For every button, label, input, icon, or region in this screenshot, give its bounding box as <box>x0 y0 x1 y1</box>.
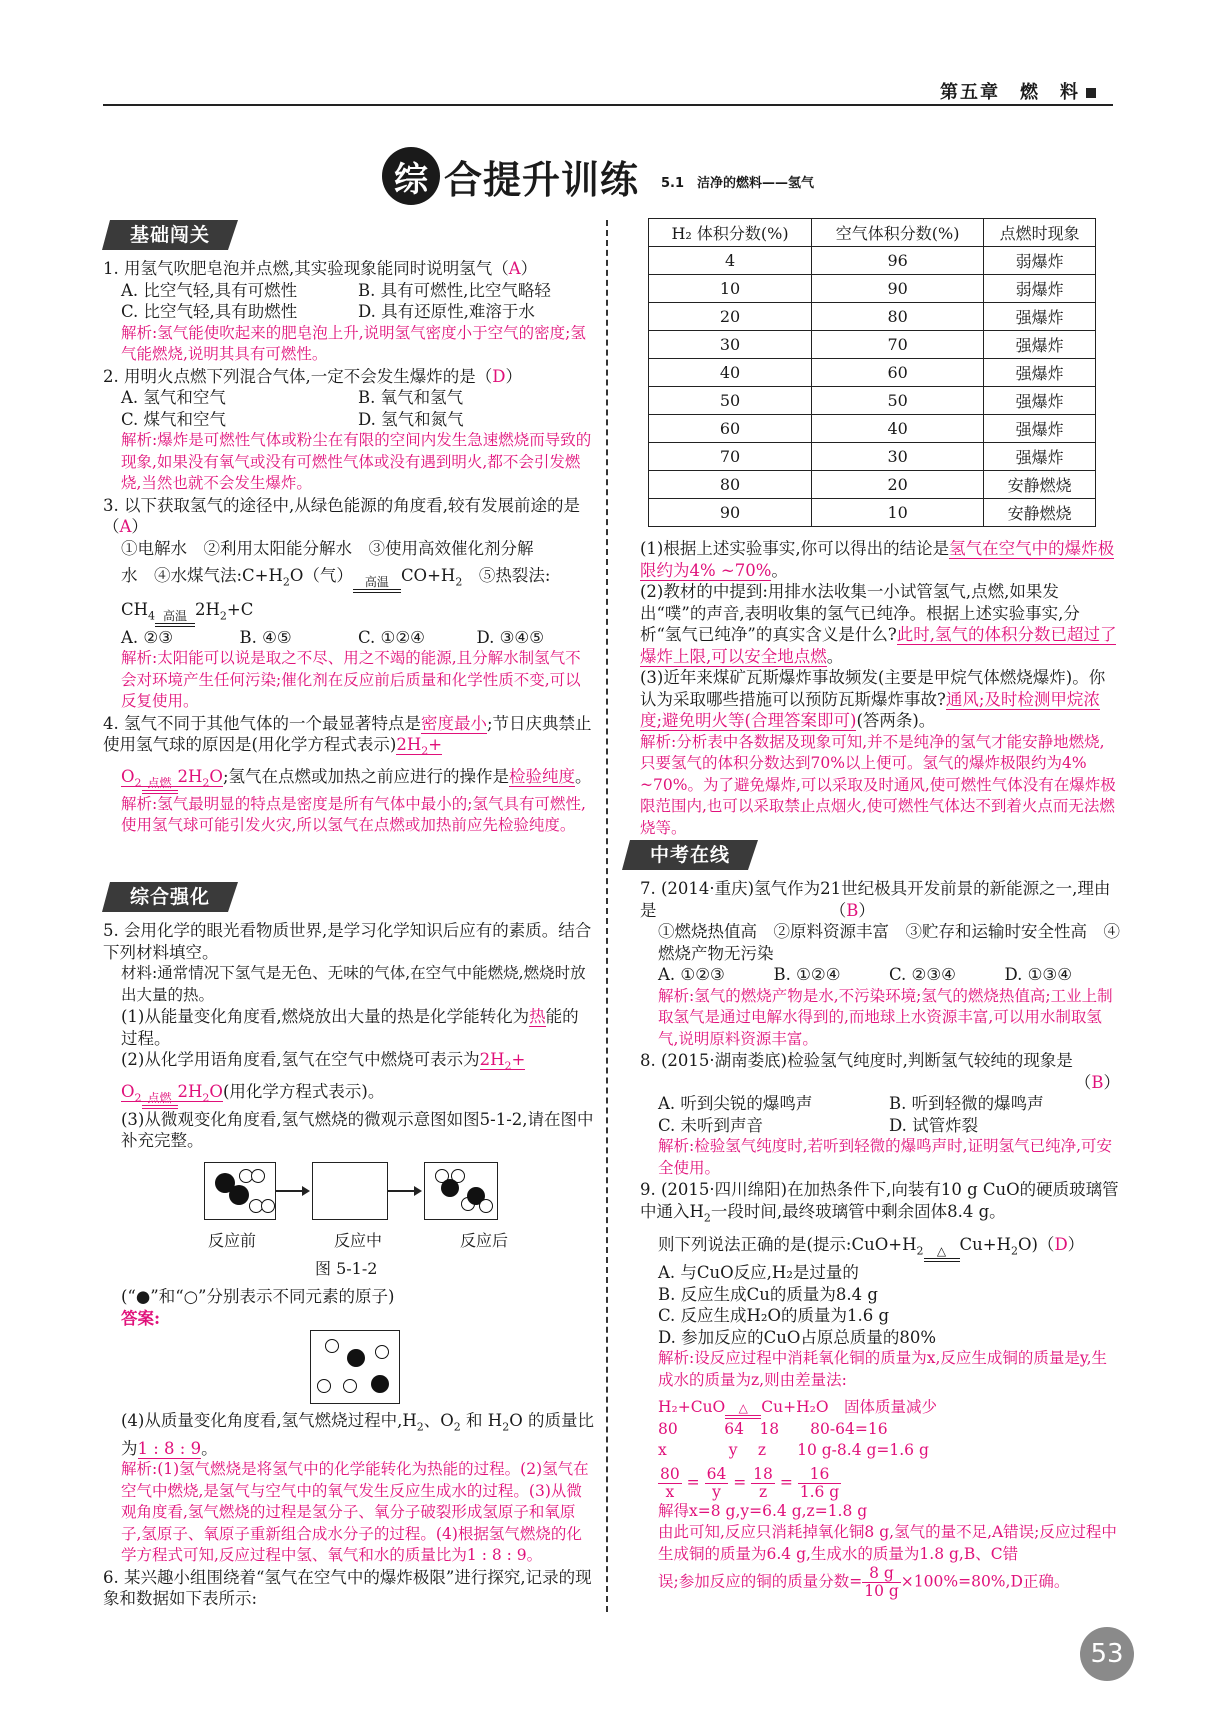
arrow-icon <box>388 1190 420 1192</box>
q2-stem: 2. 用明火点燃下列混合气体,一定不会发生爆炸的是（D） <box>103 366 522 386</box>
diagram-after <box>424 1162 498 1220</box>
left-column-2 <box>103 920 595 1152</box>
table-row: 70 30 强爆炸 <box>649 443 1096 471</box>
title-lead-circle: 综 <box>382 147 440 205</box>
col-header: 点燃时现象 <box>984 219 1096 247</box>
atom-white <box>251 1169 265 1183</box>
q5-part3: (3)从微观变化角度看,氢气燃烧的微观示意图如图5-1-2,请在图中补充完整。 <box>121 1109 594 1151</box>
left-column <box>103 258 696 837</box>
diagram-middle <box>312 1162 388 1220</box>
q7-stem: 7. (2014·重庆)氢气作为21世纪极具开发前景的新能源之一,理由是 （B） <box>640 879 1111 920</box>
q8-answer: （B） <box>1074 1072 1120 1092</box>
column-divider <box>606 220 608 1612</box>
table-row: 90 10 安静燃烧 <box>649 499 1096 527</box>
atom-black <box>347 1349 365 1367</box>
table-row: 50 50 强爆炸 <box>649 387 1096 415</box>
atom-white <box>375 1345 389 1359</box>
q3-line2: 水 ④水煤气法$:C+H_2O$（气） 高温 $CO+H_2$ ⑤热裂法: <box>103 565 595 593</box>
atom-white <box>325 1339 339 1353</box>
table-row: 80 20 安静燃烧 <box>649 471 1096 499</box>
atom-black <box>441 1179 459 1197</box>
figure-caption: 图 5-1-2 <box>315 1259 378 1278</box>
table-row: 60 40 强爆炸 <box>649 415 1096 443</box>
page-number: 53 <box>1080 1627 1134 1681</box>
table-header-row <box>649 219 1096 247</box>
right-column <box>640 538 1120 839</box>
q3-analysis: 解析:太阳能可以说是取之不尽、用之不竭的能源,且分解水制氢气不会对环境产生任何污染;催化剂在反应前后质量和化学性质不变,可以反复使用。 <box>121 649 581 711</box>
arrow-icon <box>276 1190 308 1192</box>
q7-options: A. ①②③ B. ①②④ C. ②③④ D. ①③④ <box>658 965 1073 984</box>
q9-opt-d: D. 参加反应的CuO占原总质量的80% <box>658 1327 937 1347</box>
atom-white <box>261 1199 275 1213</box>
atom-black <box>371 1375 389 1393</box>
q3-stem: 3. 以下获取氢气的途径中,从绿色能源的角度看,较有发展前途的是 （A） <box>103 495 696 536</box>
q9-calc: H₂+CuO △ Cu+H₂O 固体质量减少 80 64 18 80-64=16 x y z 10 g-8.4 g=1.6 g $\frac{80}{x}$ = $\frac{64}{y}$ = $\frac{18}{z}$ = $\frac{16}{1.6 g}$ 解得x=8 g,y=6.4 g,z=1.8 g 由此可知,反应只消耗掉氧化铜8 g,氢气的量不足,A错误;反应过程中生成铜的质量为6.4 g,生成水的质量为1.8 g,B、C错 误;参加反应的铜的质量分数= $\frac{8 g}{10 g}$ ×100%=80%,D正确。 <box>658 1398 1117 1601</box>
chapter-header: 第五章 燃 料 <box>940 78 1096 104</box>
table-row: 10 90 弱爆炸 <box>649 275 1096 303</box>
q6-stem: 6. 某兴趣小组围绕着“氢气在空气中的爆炸极限”进行探究,记录的现象和数据如下表所示: <box>103 1567 592 1609</box>
section-badge-exam: 中考在线 <box>620 838 760 872</box>
q8-analysis: 解析:检验氢气纯度时,若听到轻微的爆鸣声时,证明氢气已纯净,可安全使用。 <box>658 1137 1113 1177</box>
q5-answer-label: 答案: <box>121 1308 161 1328</box>
header-rule <box>103 104 1113 106</box>
q2-options-2: C. 煤气和空气 D. 氢气和氮气 <box>121 409 464 429</box>
q5-part2b: $O_2$ 点燃 $2H_2O$(用化学方程式表示)。 <box>103 1081 595 1109</box>
q9-analysis: 解析:设反应过程中消耗氧化铜的质量为x,反应生成铜的质量是y,生成水的质量为z,则由差量法: <box>658 1349 1108 1389</box>
q4-stem-2: $O_2$ 点燃 $2H_2O$;氢气在点燃或加热之前应进行的操作是检验纯度。 <box>103 766 595 794</box>
left-column-3 <box>103 1286 595 1329</box>
table-row: 20 80 强爆炸 <box>649 303 1096 331</box>
q3-line1: ①电解水 ②利用太阳能分解水 ③使用高效催化剂分解 <box>121 538 534 558</box>
q6-sub3: (3)近年来煤矿瓦斯爆炸事故频发(主要是甲烷气体燃烧爆炸)。你认为采取哪些措施可以预防瓦斯爆炸事故?通风;及时检测甲烷浓度;避免明火等(合理答案即可)(答两条)。 <box>640 668 1106 730</box>
section-badge-basic: 基础闯关 <box>100 218 240 252</box>
q1-analysis: 解析:氢气能使吹起来的肥皂泡上升,说明氢气密度小于空气的密度;氢气能燃烧,说明其具有可燃性。 <box>121 323 586 363</box>
right-column-2 <box>640 878 1120 1600</box>
page-title <box>382 148 814 204</box>
q6-analysis: 解析:分析表中各数据及现象可知,并不是纯净的氢气才能安静地燃烧,只要氢气的体积分数达到70%以上便可。氢气的爆炸极限约为4% ~70%。为了避免爆炸,可以采取及时通风,使可燃性气体没有在爆炸极限范围内,也可以采取禁止点烟火,使可燃性气体达不到着火点而无法燃烧等。 <box>640 732 1116 837</box>
q5-legend: (“●”和“○”分别表示不同元素的原子) <box>121 1287 395 1306</box>
q6-sub2: (2)教材的中提到:用排水法收集一小试管氢气,点燃,如果发出“噗”的声音,表明收集的氢气已纯净。根据上述实验事实,分析“氢气已纯净”的真实含义是什么?此时,氢气的体积分数已超过了爆炸上限,可以安全地点燃。 <box>640 582 1117 666</box>
explosion-table <box>648 218 1096 527</box>
q5-part1: (1)从能量变化角度看,燃烧放出大量的热是化学能转化为热能的过程。 <box>121 1007 579 1048</box>
atom-white <box>317 1379 331 1393</box>
section-badge-comprehensive: 综合强化 <box>100 880 240 914</box>
q3-line3: $CH_4$ 高温 $2H_2+C$ <box>103 599 595 627</box>
q5-part4: (4)从质量变化角度看,氢气燃烧过程中$,H_2$、$O_2$ 和 $H_2O$ 的质量比为1 : 8 : 9。 <box>121 1411 594 1458</box>
q9-stem-2: 则下列说法正确的是(提示$:CuO+H_2$ △ $Cu+H_2O)(D)$ <box>640 1234 1120 1262</box>
atom-black <box>229 1185 249 1205</box>
table-row: 30 70 强爆炸 <box>649 331 1096 359</box>
q1-stem: 1. 用氢气吹肥皂泡并点燃,其实验现象能同时说明氢气（A） <box>103 259 538 278</box>
q9-opt-c: C. 反应生成H₂O的质量为1.6 g <box>658 1306 890 1326</box>
q5-stem: 5. 会用化学的眼光看物质世界,是学习化学知识后应有的素质。结合下列材料填空。 <box>103 921 592 962</box>
q4-stem: 4. 氢气不同于其他气体的一个最显著特点是密度最小;节日庆典禁止使用氢气球的原因是(用化学方程式表示)$2H_2+$ <box>103 713 592 758</box>
q8-stem: 8. (2015·湖南娄底)检验氢气纯度时,判断氢气较纯的现象是 <box>640 1051 1073 1070</box>
q2-options: A. 氢气和空气 B. 氧气和氢气 <box>121 388 464 407</box>
atom-white <box>343 1379 357 1393</box>
col-header: 空气体积分数(%) <box>812 219 984 247</box>
q8-options-2: C. 未听到声音 D. 试管炸裂 <box>658 1115 979 1135</box>
q8-options: A. 听到尖锐的爆鸣声 B. 听到轻微的爆鸣声 <box>658 1094 1044 1113</box>
table-row: 40 60 强爆炸 <box>649 359 1096 387</box>
q9-stem: 9. (2015·四川绵阳)在加热条件下,向装有10 g CuO的硬质玻璃管中通入$H_2$一段时间,最终玻璃管中剩余固体8.4 g。 <box>640 1180 1119 1224</box>
q5-analysis: 解析:(1)氢气燃烧是将氢气中的化学能转化为热能的过程。(2)氢气在空气中燃烧,是氢气与空气中的氧气发生反应生成水的过程。(3)从微观角度看,氢气燃烧的过程是氢分子、氧分子破裂形成氢原子和氧原子,氢原子、氧原子重新组合成水分子的过程。(4)根据氢气燃烧的化学方程式可知,反应过程中氢、氧气和水的质量比为1 : 8 : 9。 <box>121 1460 589 1565</box>
q5-part2: (2)从化学用语角度看,氢气在空气中燃烧可表示为$2H_2+$ <box>121 1050 526 1073</box>
table-row: 4 96 弱爆炸 <box>649 247 1096 275</box>
q5-material: 材料:通常情况下氢气是无色、无味的气体,在空气中能燃烧,燃烧时放出大量的热。 <box>121 964 586 1004</box>
q4-analysis: 解析:氢气最明显的特点是密度是所有气体中最小的;氢气具有可燃性,使用氢气球可能引发火灾,所以氢气在点燃或加热前应先检验纯度。 <box>121 794 586 835</box>
q9-opt-b: B. 反应生成Cu的质量为8.4 g <box>658 1284 878 1304</box>
q1-options-2: C. 比空气轻,具有助燃性 D. 具有还原性,难溶于水 <box>121 302 535 321</box>
left-column-4 <box>103 1410 595 1610</box>
q1-options: A. 比空气轻,具有可燃性 B. 具有可燃性,比空气略轻 <box>121 280 551 300</box>
q3-options: A. ②③ B. ④⑤ C. ①②④ D. ③④⑤ <box>121 627 545 647</box>
diagram-answer <box>310 1330 400 1404</box>
q7-line1: ①燃烧热值高 ②原料资源丰富 ③贮存和运输时安全性高 ④燃烧产物无污染 <box>658 922 1120 963</box>
atom-white <box>479 1199 493 1213</box>
q7-analysis: 解析:氢气的燃烧产物是水,不污染环境;氢气的燃烧热值高;工业上制取氢气是通过电解水得到的,而地球上水资源丰富,可以用水制取氢气,说明原料资源丰富。 <box>658 986 1113 1048</box>
q9-opt-a: A. 与CuO反应,H₂是过量的 <box>658 1263 859 1283</box>
title-main: 合提升训练 <box>444 157 640 202</box>
q2-analysis: 解析:爆炸是可燃性气体或粉尘在有限的空间内发生急速燃烧而导致的现象,如果没有氧气或没有可燃性气体或没有遇到明火,都不会引发燃烧,当然也就不会发生爆炸。 <box>121 431 592 492</box>
diagram-labels: 反应前 反应中 反应后 <box>208 1231 508 1250</box>
col-header: H₂ 体积分数(%) <box>649 219 812 247</box>
square-icon <box>1086 88 1096 98</box>
q6-sub1: (1)根据上述实验事实,你可以得出的结论是氢气在空气中的爆炸极限约为4% ~70%。 <box>640 539 1115 580</box>
title-sub: 5.1 洁净的燃料——氢气 <box>661 175 815 191</box>
diagram-before <box>204 1162 276 1220</box>
